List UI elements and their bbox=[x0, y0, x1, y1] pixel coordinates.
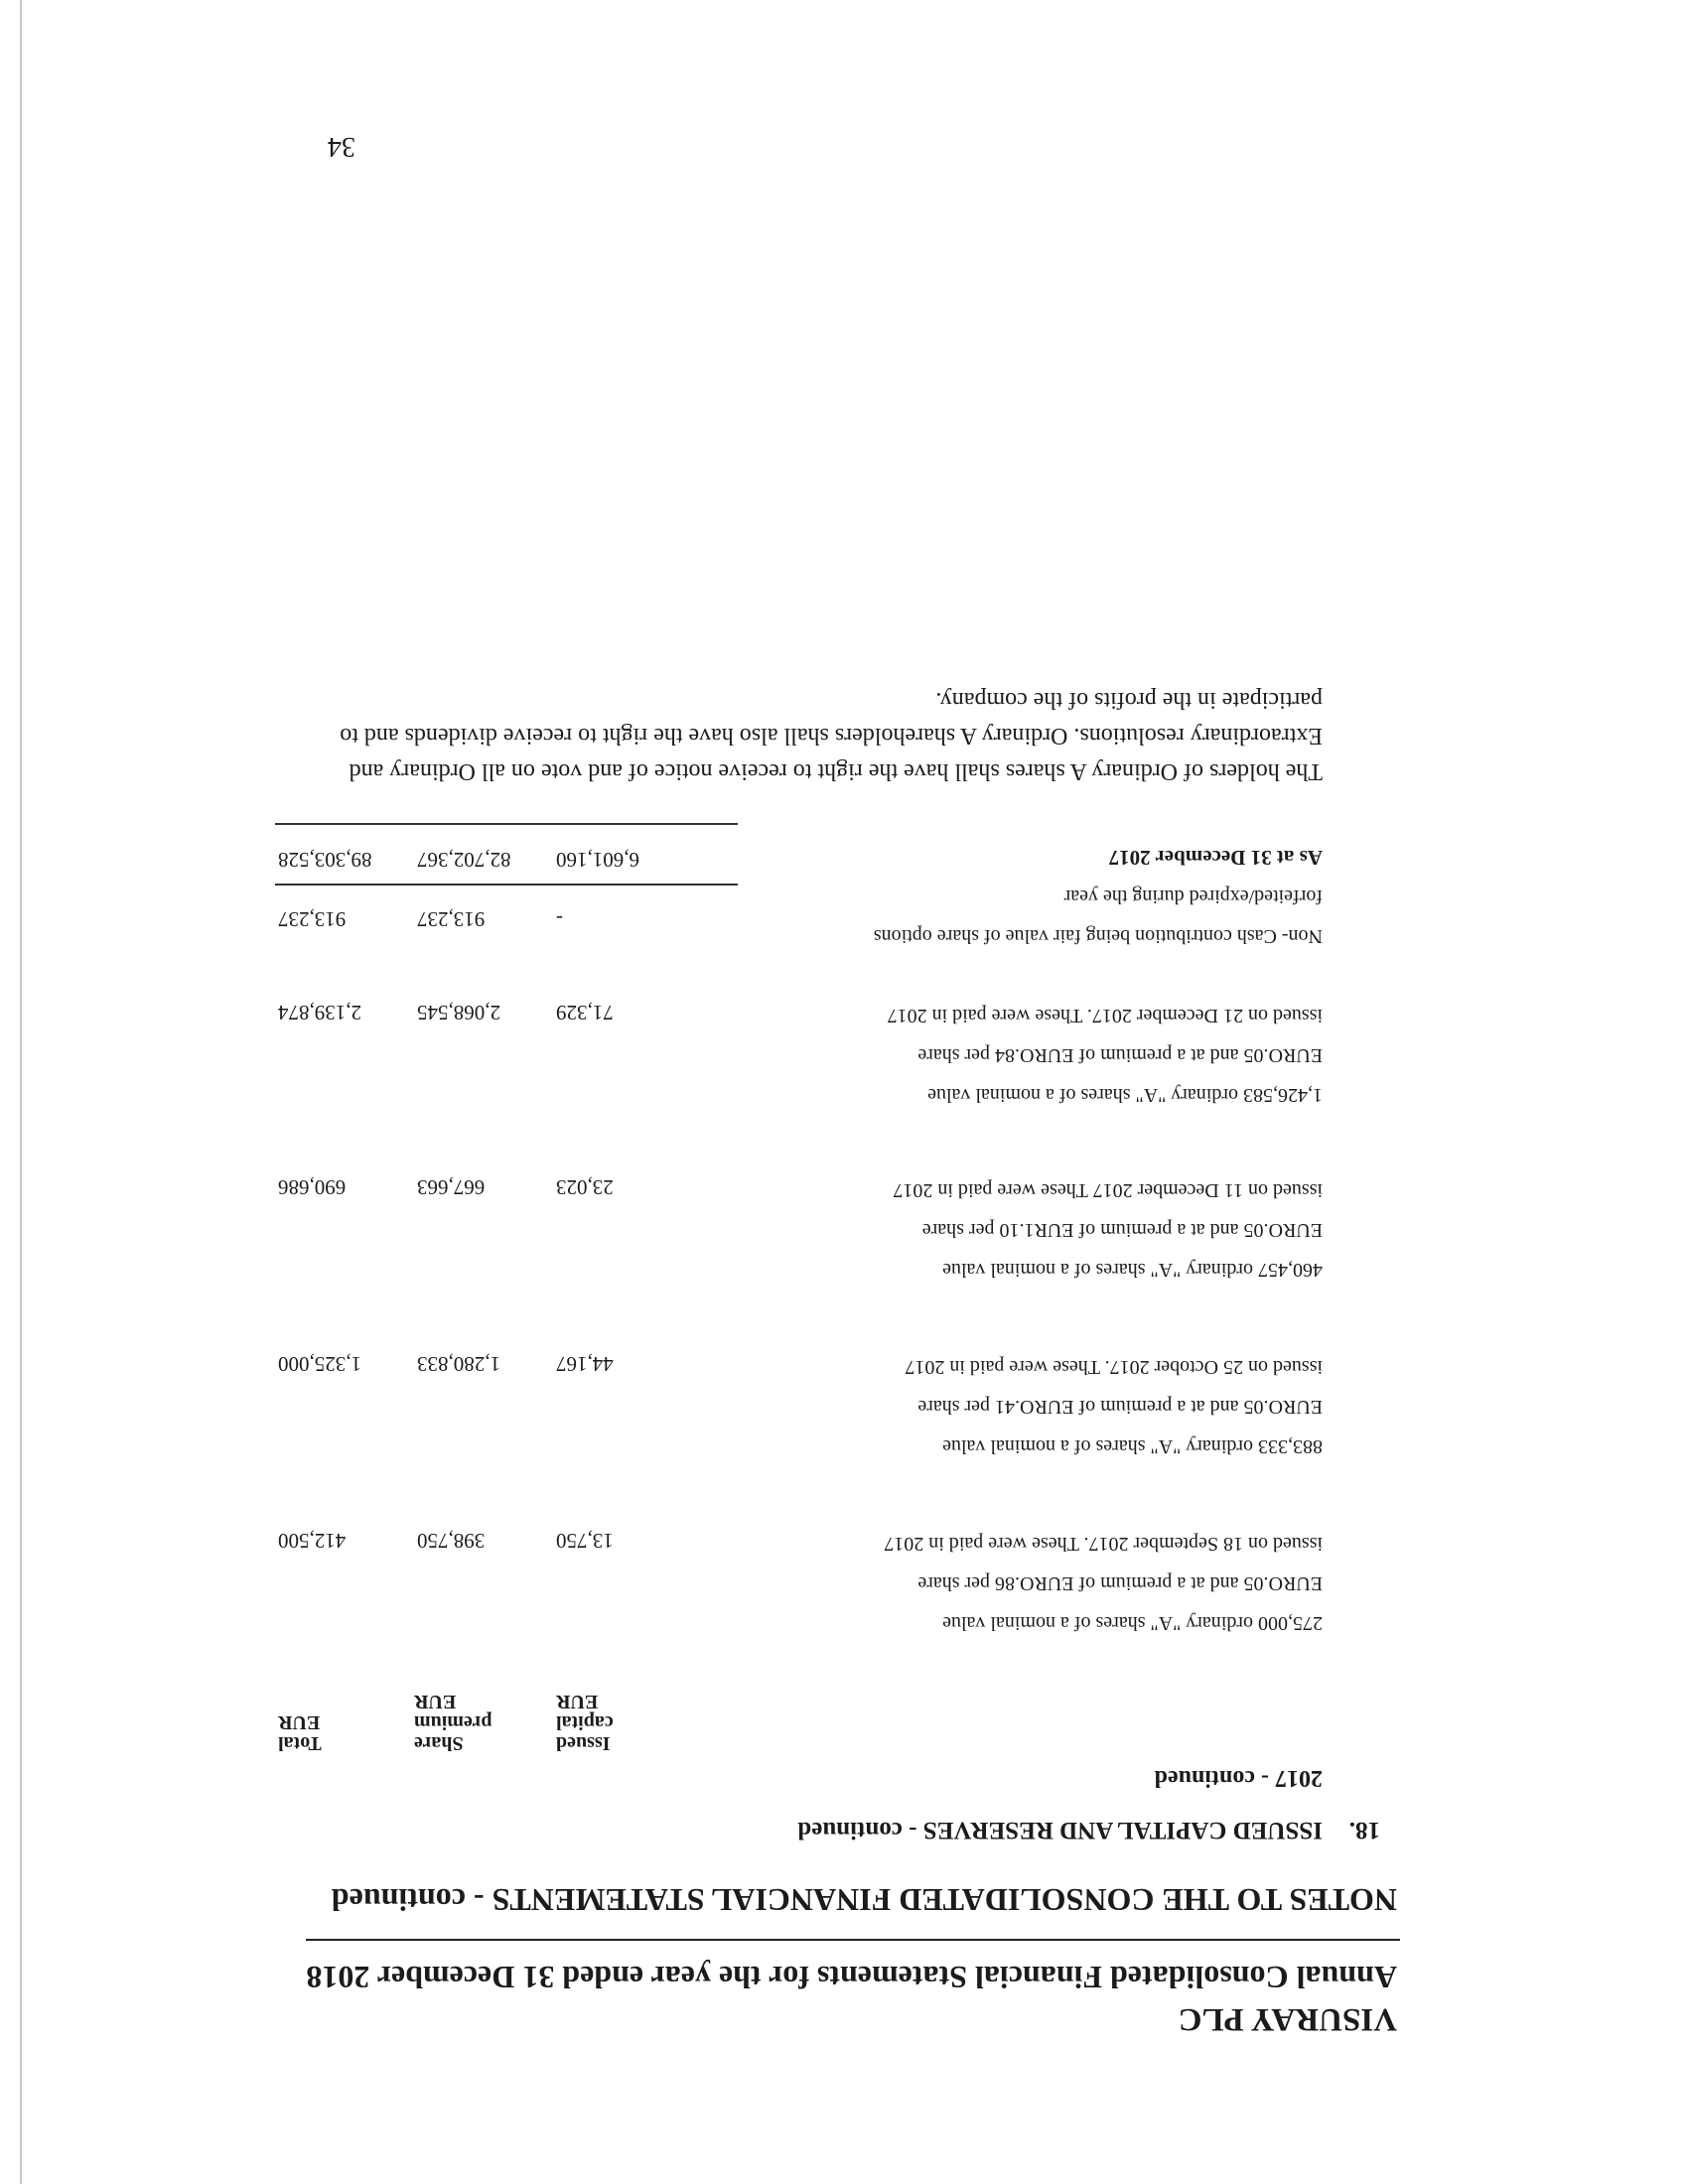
total-cell-share-premium: 82,702,367 bbox=[417, 848, 511, 872]
table-row-label: 1,426,583 ordinary "A" shares of a nominal value EURO.05 and at a premium of EURO.84 per share issued on 21 December 2017. These were paid in 2017 bbox=[887, 1005, 1323, 1106]
total-row-label: As at 31 December 2017 bbox=[1108, 846, 1323, 870]
table-row-label: 883,333 ordinary "A" shares of a nominal value EURO.05 and at a premium of EURO.41 per share issued on 25 October 2017. These were paid in 2017 bbox=[905, 1356, 1323, 1457]
table-row-label: 275,000 ordinary "A" shares of a nominal value EURO.05 and at a premium of EURO.86 per share issued on 18 September 2017. These were paid in 2017 bbox=[884, 1533, 1323, 1634]
table-cell-share-premium: 913,237 bbox=[417, 907, 486, 931]
table-cell-share-premium: 667,663 bbox=[417, 1175, 486, 1199]
table-row-label: 460,457 ordinary "A" shares of a nominal value EURO.05 and at a premium of EUR1.10 per share issued on 11 December 2017 These were paid in 2017 bbox=[893, 1179, 1323, 1281]
company-name: VISURAY PLC bbox=[1178, 2001, 1397, 2037]
scan-edge-line bbox=[20, 0, 22, 2184]
table-cell-issued-capital: 71,329 bbox=[556, 1001, 614, 1024]
total-rule-top bbox=[275, 884, 738, 886]
notes-title: NOTES TO THE CONSOLIDATED FINANCIAL STATEMENTS - continued bbox=[331, 1882, 1397, 1918]
report-subtitle: Annual Consolidated Financial Statements for the year ended 31 December 2018 bbox=[306, 1960, 1397, 1995]
total-cell-issued-capital: 6,601,160 bbox=[556, 848, 639, 872]
table-cell-share-premium: 2,068,545 bbox=[417, 1001, 500, 1024]
table-cell-total: 690,686 bbox=[278, 1175, 347, 1199]
column-header-share-premium: Share premium EUR bbox=[414, 1691, 492, 1754]
shareholder-rights-paragraph: The holders of Ordinary A shares shall have the right to receive notice of and vote on all Ordinary and Extraordinary resolutions. Ordinary A shareholders shall also have the right to receive dividends and to participate in the profits of the company. bbox=[340, 687, 1323, 784]
table-cell-share-premium: 398,750 bbox=[417, 1529, 486, 1553]
column-header-issued-capital: Issued capital EUR bbox=[556, 1691, 614, 1754]
total-rule-bottom bbox=[275, 823, 738, 825]
table-row-label: Non- Cash contribution being fair value of share options forfeited/expired during the year bbox=[873, 886, 1323, 947]
table-cell-total: 412,500 bbox=[278, 1529, 347, 1553]
table-cell-issued-capital: 23,023 bbox=[556, 1175, 614, 1199]
table-cell-issued-capital: 13,750 bbox=[556, 1529, 614, 1553]
header-divider bbox=[306, 1939, 1400, 1941]
section-subheading: 2017 - continued bbox=[1154, 1765, 1323, 1791]
table-cell-issued-capital: - bbox=[556, 907, 563, 931]
page-number: 34 bbox=[328, 131, 355, 162]
table-cell-share-premium: 1,280,833 bbox=[417, 1352, 500, 1376]
total-cell-total: 89,303,528 bbox=[278, 848, 372, 872]
section-number: 18. bbox=[1348, 1817, 1380, 1843]
table-cell-total: 913,237 bbox=[278, 907, 347, 931]
column-header-total: Total EUR bbox=[278, 1711, 322, 1754]
table-cell-issued-capital: 44,167 bbox=[556, 1352, 614, 1376]
section-title: ISSUED CAPITAL AND RESERVES - continued bbox=[797, 1817, 1323, 1843]
table-cell-total: 1,325,000 bbox=[278, 1352, 361, 1376]
table-cell-total: 2,139,874 bbox=[278, 1001, 361, 1024]
